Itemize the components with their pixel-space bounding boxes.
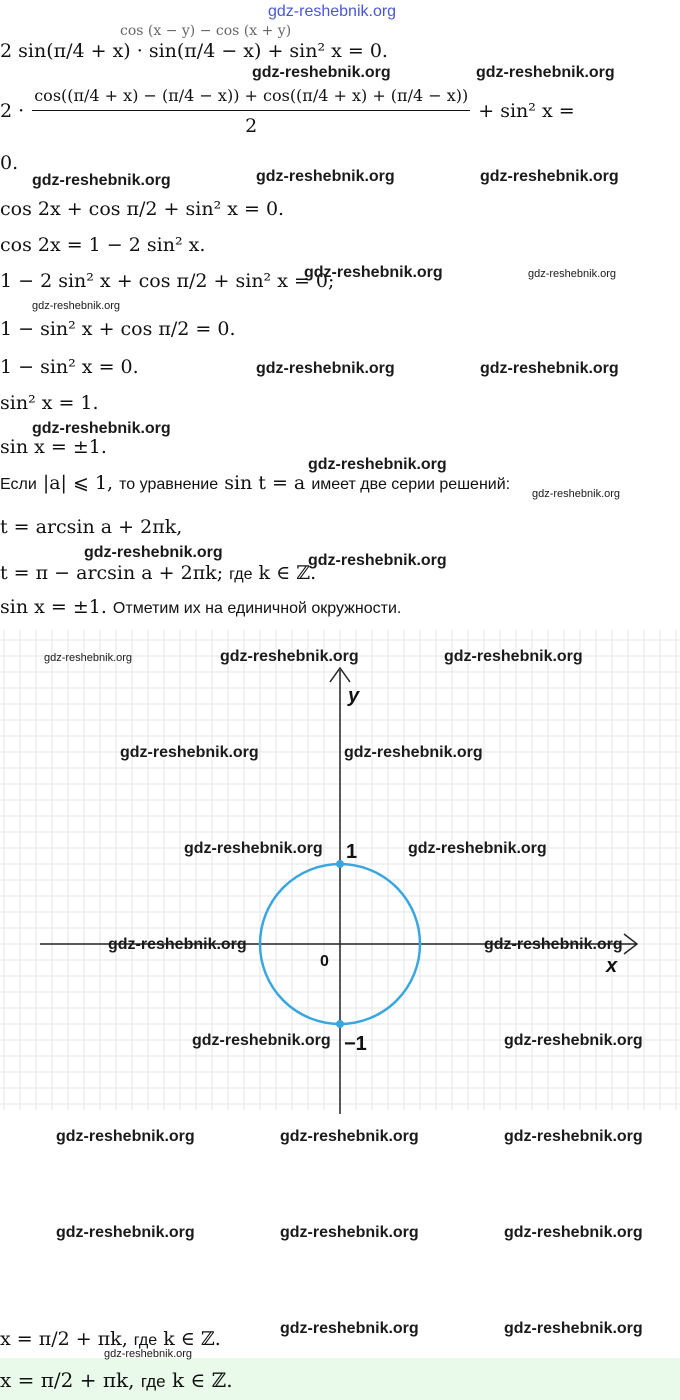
watermark: gdz-reshebnik.org [104,1348,193,1360]
big-fraction [32,88,470,136]
watermark: gdz-reshebnik.org [280,1224,419,1241]
point-top [336,860,344,868]
watermark: gdz-reshebnik.org [504,1224,643,1241]
tick-label-1: 1 [346,841,358,863]
watermark: gdz-reshebnik.org [484,936,623,953]
equation-line-9: sin x = ±1. [0,436,107,458]
watermark: gdz-reshebnik.org [32,420,171,437]
watermark: gdz-reshebnik.org [256,168,395,185]
watermark: gdz-reshebnik.org [444,648,583,665]
equation-line-4: cos 2x = 1 − 2 sin² x. [0,234,206,256]
watermark: gdz-reshebnik.org [44,652,133,664]
watermark: gdz-reshebnik.org [344,744,483,761]
text-where: где [229,566,253,583]
watermark: gdz-reshebnik.org [408,840,547,857]
watermark: gdz-reshebnik.org [480,360,619,377]
x-axis-label: x [606,955,618,977]
equation-line-3: cos 2x + cos π/2 + sin² x = 0. [0,198,285,220]
header-watermark: gdz-reshebnik.org [268,3,397,20]
watermark: gdz-reshebnik.org [504,1320,643,1337]
watermark: gdz-reshebnik.org [280,1320,419,1337]
top-fragment: cos (x − y) − cos (x + y) [120,23,292,39]
answer-line-1 [0,1330,221,1349]
watermark: gdz-reshebnik.org [56,1128,195,1145]
watermark: gdz-reshebnik.org [184,840,323,857]
answer-1-math: x = π/2 + πk, [0,1328,128,1350]
math-series-2: t = π − arcsin a + 2πk; [0,562,224,584]
equation-line-5: 1 − 2 sin² x + cos π/2 + sin² x = 0; [0,270,335,292]
watermark: gdz-reshebnik.org [504,1032,643,1049]
equation-line-2-cont: 0. [0,152,19,174]
watermark: gdz-reshebnik.org [280,1128,419,1145]
fraction-denominator: 2 [245,115,258,137]
equation-line-6: 1 − sin² x + cos π/2 = 0. [0,318,236,340]
watermark: gdz-reshebnik.org [528,268,617,280]
watermark: gdz-reshebnik.org [480,168,619,185]
math-sin-t: sin t = a [224,472,306,494]
answer-line-2 [0,1370,233,1390]
watermark: gdz-reshebnik.org [32,300,121,312]
watermark: gdz-reshebnik.org [304,264,443,281]
text-two-series: имеет две серии решений: [311,476,511,493]
origin-label: 0 [320,953,329,970]
equation-line-2 [0,88,575,136]
math-k-in-z: k ∈ ℤ. [258,562,317,584]
watermark: gdz-reshebnik.org [56,1224,195,1241]
equation-line-13 [0,598,401,617]
equation-line-7: 1 − sin² x = 0. [0,356,139,378]
watermark: gdz-reshebnik.org [120,744,259,761]
watermark: gdz-reshebnik.org [504,1128,643,1145]
watermark: gdz-reshebnik.org [192,1032,331,1049]
text-mark-circle: Отметим их на единичной окружности. [112,600,402,617]
watermark: gdz-reshebnik.org [108,936,247,953]
watermark: gdz-reshebnik.org [252,64,391,81]
y-axis-label: y [348,685,360,707]
watermark: gdz-reshebnik.org [256,360,395,377]
answer-2-where: где [140,1372,166,1391]
answer-2-math: x = π/2 + πk, [0,1368,135,1392]
math-sin-pm1: sin x = ±1. [0,596,107,618]
line-2-suffix: + sin² x = [478,100,575,122]
watermark: gdz-reshebnik.org [308,456,447,473]
equation-line-10 [0,474,510,493]
answer-1-k: k ∈ ℤ. [163,1328,221,1350]
point-bottom [336,1020,344,1028]
fraction-numerator: cos((π/4 + x) − (π/4 − x)) + cos((π/4 + x) + (π/4 − x)) [32,88,470,111]
watermark: gdz-reshebnik.org [32,172,171,189]
line-2-prefix: 2 · [0,100,25,122]
watermark: gdz-reshebnik.org [532,488,621,500]
equation-line-12 [0,564,316,583]
equation-line-11: t = arcsin a + 2πk, [0,516,183,538]
text-if: Если [0,476,37,493]
text-equation: то уравнение [119,476,219,493]
answer-1-where: где [133,1332,158,1349]
math-abs-a: |a| ⩽ 1, [42,472,114,494]
tick-label-minus-1: −1 [344,1033,367,1055]
equation-line-1: 2 sin(π/4 + x) · sin(π/4 − x) + sin² x = 0. [0,40,388,62]
watermark: gdz-reshebnik.org [84,544,223,561]
watermark: gdz-reshebnik.org [476,64,615,81]
watermark: gdz-reshebnik.org [308,552,447,569]
watermark: gdz-reshebnik.org [220,648,359,665]
answer-2-k: k ∈ ℤ. [171,1368,233,1392]
equation-line-8: sin² x = 1. [0,392,99,414]
